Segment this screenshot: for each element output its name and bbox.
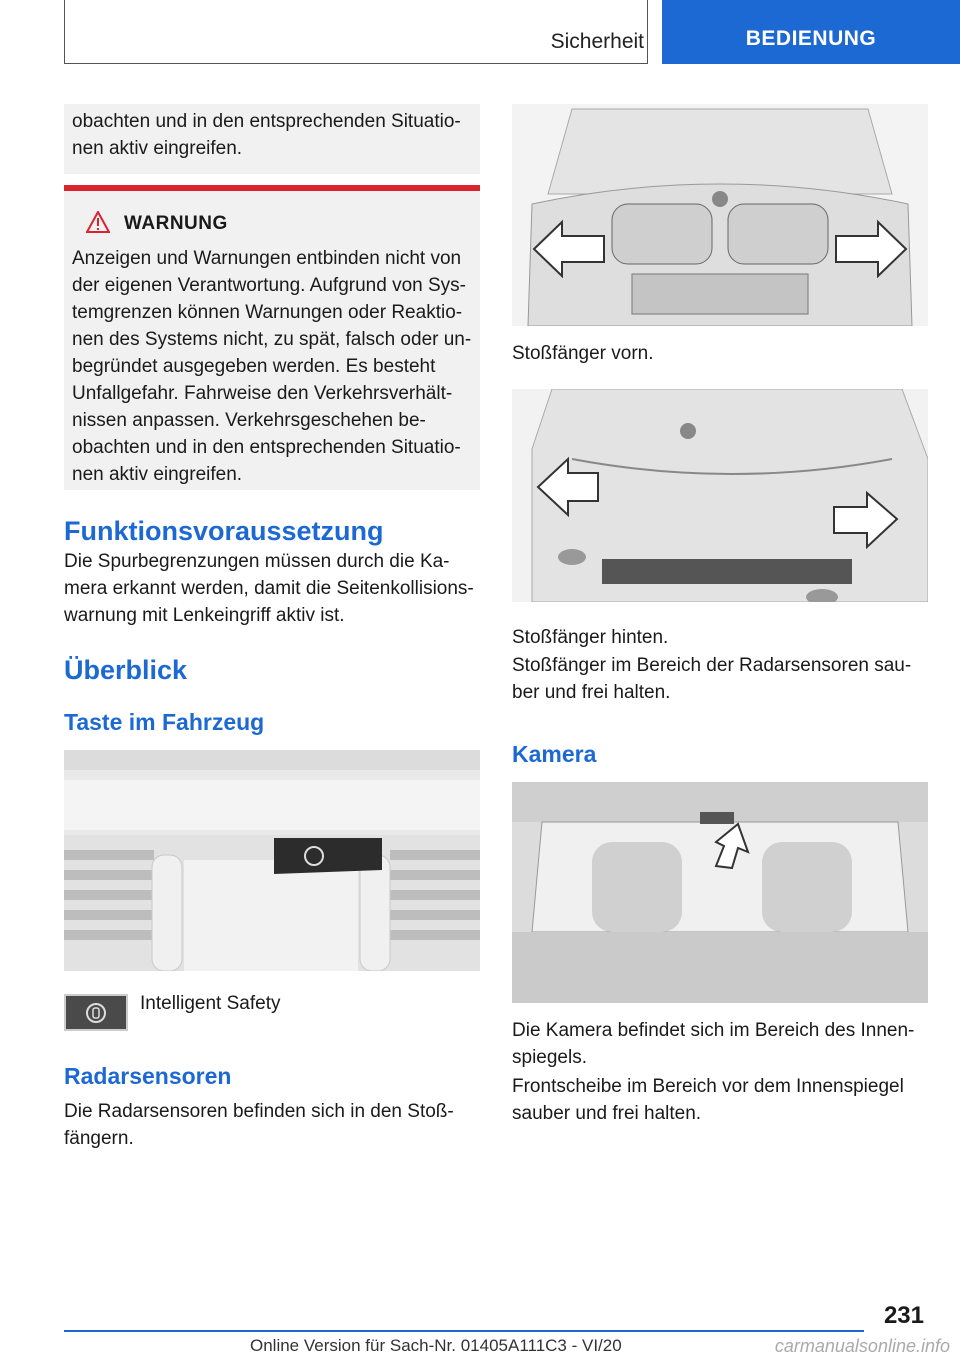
continued-warning-text: obachten und in den entsprechenden Situatio- nen aktiv eingreifen. <box>72 111 461 159</box>
heading-taste-im-fahrzeug: Taste im Fahrzeug <box>64 709 265 735</box>
page-number: 231 <box>883 1302 924 1329</box>
funktion-text: Die Spurbegrenzungen müssen durch die Ka-mera erkannt werden, damit die Seitenkollisions-warnung mit Lenkeingriff aktiv ist. <box>64 551 474 626</box>
intelligent-safety-button-icon <box>64 994 128 1031</box>
kamera-text-1: Die Kamera befindet sich im Bereich des Innen-spiegels. <box>512 1020 915 1068</box>
warning-text: Anzeigen und Warnungen entbinden nicht von der eigenen Verantwortung. Aufgrund von Sys-temgrenzen können Warnungen oder Reaktio-nen des Systems nicht, zu spät, falsch oder un-begründet ausgegeben werden. Es besteht Unfallgefahr. Fahrweise den Verkehrsverhält-nissen anpassen. Verkehrsgeschehen be-obachten und in den entsprechenden Situatio-nen aktiv eingreifen. <box>72 248 472 485</box>
warning-triangle-icon <box>86 211 110 238</box>
front-bumper-image <box>512 104 928 326</box>
kamera-text-2: Frontscheibe im Bereich vor dem Innenspiegel sauber und frei halten. <box>512 1076 904 1124</box>
heading-ueberblick: Überblick <box>64 655 188 685</box>
rear-bumper-text: Stoßfänger im Bereich der Radarsensoren sau-ber und frei halten. <box>512 655 912 703</box>
warning-box <box>64 191 480 490</box>
rear-bumper-image <box>512 389 928 602</box>
caption-rear-bumper: Stoßfänger hinten. <box>512 627 669 648</box>
warning-title: WARNUNG <box>124 213 228 234</box>
heading-funktionsvoraussetzung: Funktionsvoraussetzung <box>64 516 384 546</box>
intelligent-safety-label: Intelligent Safety <box>140 993 281 1014</box>
dashboard-button-image <box>64 750 480 971</box>
heading-radarsensoren: Radarsensoren <box>64 1063 232 1089</box>
radar-text: Die Radarsensoren befinden sich in den Stoß-fängern. <box>64 1101 454 1149</box>
continued-warning-box <box>64 104 480 174</box>
watermark: carmanualsonline.info <box>774 1336 950 1356</box>
footer-online-version: Online Version für Sach-Nr. 01405A111C3 - VI/20 <box>250 1336 622 1355</box>
header-chapter-tab[interactable]: BEDIENUNG <box>662 0 960 64</box>
header-section-title: Sicherheit <box>550 30 644 53</box>
heading-kamera: Kamera <box>512 741 597 767</box>
camera-interior-image <box>512 782 928 1003</box>
caption-front-bumper: Stoßfänger vorn. <box>512 343 654 364</box>
footer-rule <box>64 1330 864 1332</box>
